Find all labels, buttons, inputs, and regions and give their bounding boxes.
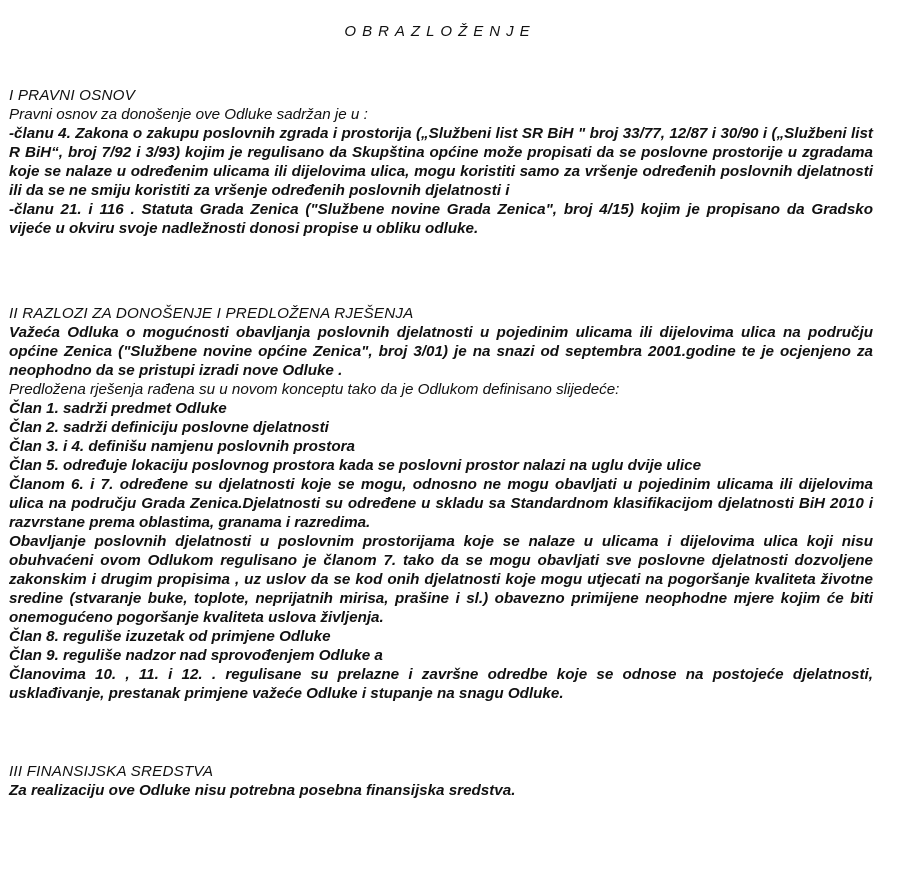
article-line: Član 8. reguliše izuzetak od primjene Odluke bbox=[9, 628, 331, 645]
section-intro: Pravni osnov za donošenje ove Odluke sadržan je u : bbox=[9, 106, 368, 123]
document-title: OBRAZLOŽENJE bbox=[344, 23, 536, 40]
section-heading: III FINANSIJSKA SREDSTVA bbox=[9, 763, 214, 780]
section-pravni-osnov bbox=[9, 86, 873, 238]
article-paragraph: Članom 6. i 7. određene su djelatnosti koje se mogu, odnosno ne mogu obavljati u pojedinim ulicama ili dijelovima ulica na području Grada Zenica.Djelatnosti su određene u skladu sa Standardnom klasifikacijom djelatnosti BiH 2010 i razvrstane prema oblastima, granama i razredima. bbox=[9, 476, 873, 531]
article-line: Član 1. sadrži predmet Odluke bbox=[9, 400, 227, 417]
article-line: Član 3. i 4. definišu namjenu poslovnih prostora bbox=[9, 438, 355, 455]
section-razlozi bbox=[9, 304, 873, 703]
legal-basis-item: -članu 4. Zakona o zakupu poslovnih zgrada i prostorija („Službeni list SR BiH " broj 33/77, 12/87 i 30/90 i („Službeni list R BiH“, broj 7/92 i 3/93) kojim je regulisano da Skupština općine može propisati da se poslovne prostorije u zgradama koje se nalaze u određenim ulicama ili dijelovima ulica, mogu koristiti samo za vršenje određenih poslovnih djelatnosti ili da se ne smiju koristiti za vršenje određenih poslovnih djelatnosti i bbox=[9, 125, 873, 199]
section-finansijska-sredstva bbox=[9, 762, 873, 800]
paragraph: Predložena rješenja rađena su u novom konceptu tako da je Odlukom definisano slijedeće: bbox=[9, 381, 620, 398]
article-line: Član 2. sadrži definiciju poslovne djelatnosti bbox=[9, 419, 329, 436]
article-line: Član 5. određuje lokaciju poslovnog prostora kada se poslovni prostor nalazi na uglu dvije ulice bbox=[9, 457, 702, 474]
article-line: Član 9. reguliše nadzor nad sprovođenjem Odluke a bbox=[9, 647, 383, 664]
section-heading: I PRAVNI OSNOV bbox=[9, 87, 136, 104]
legal-basis-item: -članu 21. i 116 . Statuta Grada Zenica ("Službene novine Grada Zenica", broj 4/15) kojim je propisano da Gradsko vijeće u okviru svoje nadležnosti donosi propise u obliku odluke. bbox=[9, 201, 873, 237]
paragraph: Za realizaciju ove Odluke nisu potrebna posebna finansijska sredstva. bbox=[9, 782, 516, 799]
article-paragraph: Članovima 10. , 11. i 12. . regulisane su prelazne i završne odredbe koje se odnose na postojeće djelatnosti, usklađivanje, prestanak primjene važeće Odluke i stupanje na snagu Odluke. bbox=[9, 666, 873, 702]
paragraph: Obavljanje poslovnih djelatnosti u poslovnim prostorijama koje se nalaze u ulicama i dijelovima ulica koji nisu obuhvaćeni ovom Odlukom regulisano je članom 7. tako da se mogu obavljati sve poslovne djelatnosti dozvoljene zakonskim i drugim propisima , uz uslov da se kod onih djelatnosti koje mogu utjecati na pogoršanje kvaliteta životne sredine (stvaranje buke, toplote, neprijatnih mirisa, prašine i sl.) obavezno primijene neophodne mjere kojim će biti onemogućeno pogoršanje kvaliteta uslova življenja. bbox=[9, 533, 873, 626]
paragraph: Važeća Odluka o mogućnosti obavljanja poslovnih djelatnosti u pojedinim ulicama ili dijelovima ulica na području općine Zenica ("Službene novine općine Zenica", broj 3/01) je na snazi od septembra 2001.godine te je ocjenjeno za neophodno da se pristupi izradi nove Odluke . bbox=[9, 324, 873, 379]
section-heading: II RAZLOZI ZA DONOŠENJE I PREDLOŽENA RJEŠENJA bbox=[9, 305, 414, 322]
